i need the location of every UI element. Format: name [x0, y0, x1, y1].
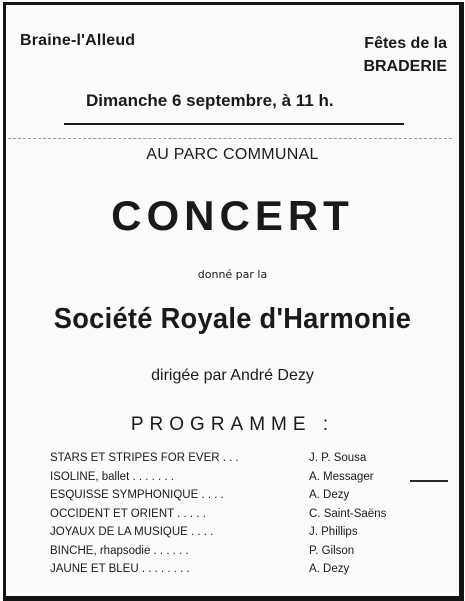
programme-item	[50, 523, 450, 542]
programme-list	[50, 449, 450, 579]
society-name: Société Royale d'Harmonie	[53, 303, 412, 335]
piece-composer: J. Phillips	[309, 526, 358, 538]
piece-composer: J. P. Sousa	[309, 452, 367, 464]
piece-title: ESQUISSE SYMPHONIQUE . . . .	[50, 489, 224, 501]
programme-item	[50, 505, 450, 524]
venue: AU PARC COMMUNAL	[146, 146, 319, 163]
programme-heading: PROGRAMME :	[130, 414, 335, 435]
piece-composer: A. Messager	[309, 470, 374, 483]
event-line-2: BRADERIE	[363, 58, 447, 75]
programme-item	[50, 560, 450, 579]
piece-title: OCCIDENT ET ORIENT . . . . .	[50, 507, 206, 520]
piece-title: JAUNE ET BLEU . . . . . . . .	[50, 563, 190, 575]
conductor-line: dirigée par André Dezy	[151, 367, 314, 384]
piece-composer: A. Dezy	[309, 563, 350, 575]
programme-item	[50, 486, 450, 505]
piece-title: BINCHE, rhapsodie . . . . . .	[50, 544, 189, 557]
event-date: Dimanche 6 septembre, à 11 h.	[86, 91, 334, 110]
piece-composer: P. Gilson	[309, 544, 355, 557]
town-name: Braine-l'Alleud	[20, 32, 136, 49]
paper-fold-line	[8, 138, 452, 139]
piece-composer: C. Saint-Saëns	[309, 507, 387, 520]
event-name	[363, 32, 447, 78]
piece-title: JOYAUX DE LA MUSIQUE . . . .	[50, 526, 214, 538]
piece-title: ISOLINE, ballet . . . . . . .	[50, 470, 174, 483]
event-line-1: Fêtes de la	[364, 35, 447, 52]
date-underline	[64, 123, 404, 125]
margin-dash-mark	[410, 480, 448, 482]
programme-item	[50, 542, 450, 561]
programme-item	[50, 468, 450, 487]
poster-title: CONCERT	[111, 192, 354, 239]
programme-item	[50, 449, 450, 468]
piece-composer: A. Dezy	[309, 489, 350, 501]
given-by-text: donné par la	[197, 268, 268, 281]
piece-title: STARS ET STRIPES FOR EVER . . .	[50, 452, 239, 464]
